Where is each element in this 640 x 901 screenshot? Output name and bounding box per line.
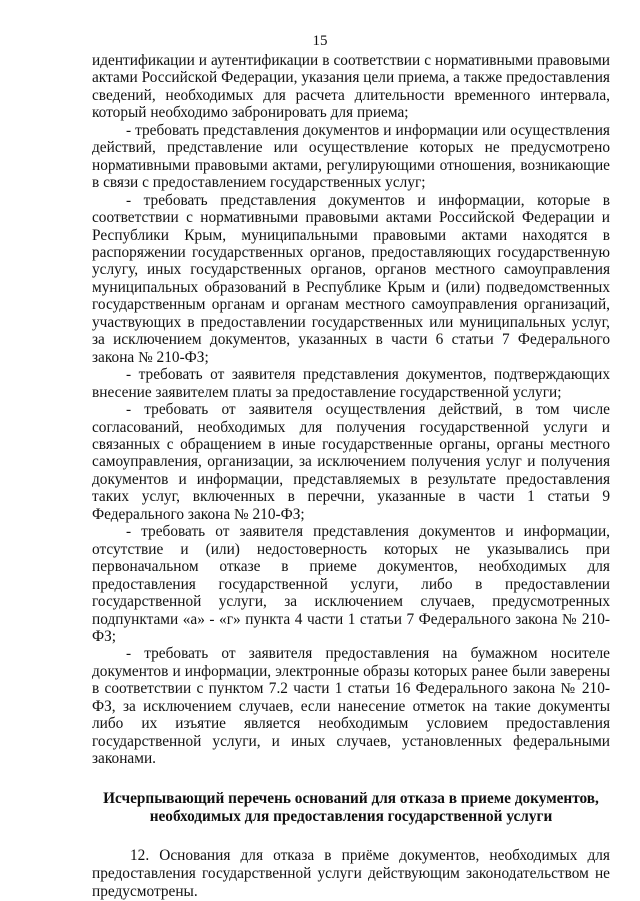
paragraph-section-12: 12. Основания для отказа в приёме документов, необходимых для предоставления государственной услуги действующим законодательством не предусмотрены. [92,846,610,900]
paragraph-prohibition-3: - требовать от заявителя представления документов, подтверждающих внесение заявителем платы за предоставление государственной услуги; [92,366,610,401]
section-heading: Исчерпывающий перечень оснований для отказа в приеме документов, необходимых для предоставления государственной услуги [103,789,599,825]
paragraph-continuation: идентификации и аутентификации в соответствии с нормативными правовыми актами Российской Федерации, указания цели приема, а также предоставления сведений, необходимых для расчета длительности временного интервала, который необходимо забронировать для приема; [92,52,610,122]
paragraph-prohibition-4: - требовать от заявителя осуществления действий, в том числе согласований, необходимых для получения государственной услуги и связанных с обращением в иные государственные органы, органы местного самоуправления, организации, за исключением получения услуг и получения документов и информации, представляемых в результате предоставления таких услуг, включенных в перечни, указанные в части 1 статьи 9 Федерального закона № 210-ФЗ; [92,401,610,523]
paragraph-prohibition-5: - требовать от заявителя представления документов и информации, отсутствие и (или) недостоверность которых не указывались при первоначальном отказе в приеме документов, необходимых для предоставления государственной услуги, либо в предоставлении государственной услуги, за исключением случаев, предусмотренных подпунктами «а» - «г» пункта 4 части 1 статьи 7 Федерального закона № 210-ФЗ; [92,523,610,645]
paragraph-prohibition-1: - требовать представления документов и информации или осуществления действий, представление или осуществление которых не предусмотрено нормативными правовыми актами, регулирующими отношения, возникающие в связи с предоставлением государственных услуг; [92,121,610,192]
document-body [92,52,610,901]
paragraph-prohibition-2: - требовать представления документов и информации, которые в соответствии с нормативными правовыми актами Российской Федерации и Республики Крым, муниципальными правовыми актами находятся в распоряжении государственных органов, предоставляющих государственную услугу, иных государственных органов, органов местного самоуправления муниципальных образований в Республике Крым и (или) подведомственных государственным органам и органам местного самоуправления организаций, участвующих в предоставлении государственных или муниципальных услуг, за исключением документов, указанных в части 6 статьи 7 Федерального закона № 210-ФЗ; [92,191,610,366]
page-number: 15 [312,33,328,49]
paragraph-prohibition-6: - требовать от заявителя предоставления на бумажном носителе документов и информации, электронные образы которых ранее были заверены в соответствии с пунктом 7.2 части 1 статьи 16 Федерального закона № 210-ФЗ, за исключением случаев, если нанесение отметок на такие документы либо их изъятие является необходимым условием предоставления государственной услуги, и иных случаев, установленных федеральными законами. [92,645,610,768]
